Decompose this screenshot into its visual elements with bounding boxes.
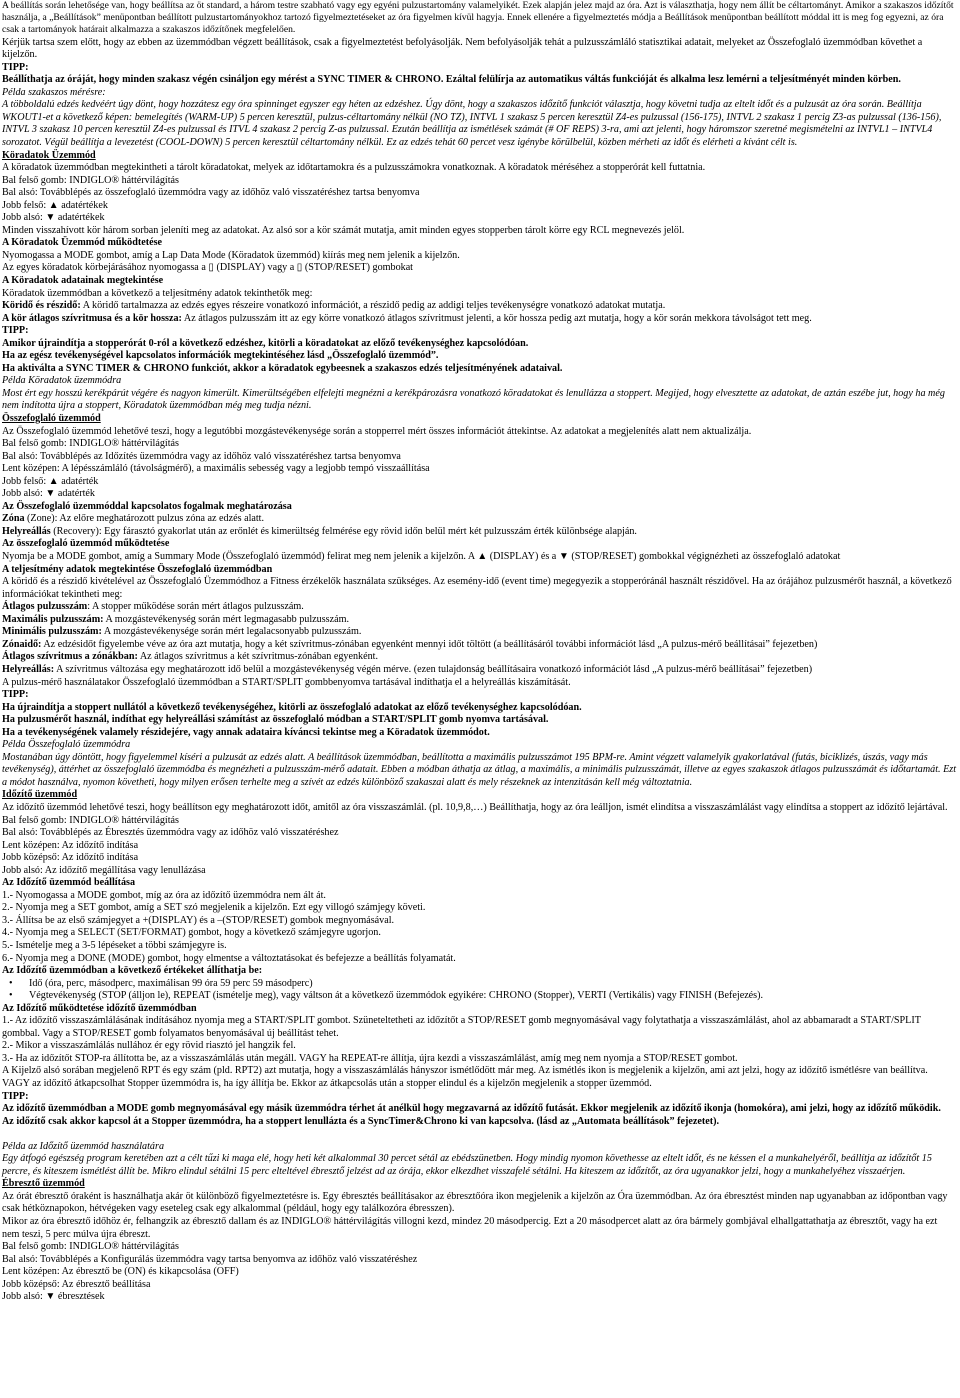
section-heading: Köradatok Üzemmód: [2, 149, 96, 161]
paragraph: A beállítás során lehetősége van, hogy beállítsa az öt standard, a három testre szabható vagy egy egyéni pulzustartomány valamelyikét. Ezek alapján jelez majd az óra. Azt is választhatja, hogy nem állít be céltartományt. Amikor a szakaszos időzítőt használja, a „Beállítások” menüpontban beállított pulzustartományokhoz tartozó figyelmeztetéseket az óra figyelmen kívül hagyja. Ennek ellenére a figyelmeztetés módja a Beállítások menüpontban beállított móddal itt is meg fog egyezni, az óra csak a tartományok határait alkalmazza a szakaszos időzítőnek megfelelően.: [2, 0, 954, 36]
paragraph: Az Összefoglaló üzemmód lehetővé teszi, hogy a legutóbbi mozgástevékenysége során a stopperrel mért összes információt áttekintse. Az adatokat a megjelenítés alatt nem aktualizálja.: [2, 425, 752, 437]
example-text: Példa az Időzítő üzemmód használatára: [2, 1140, 164, 1152]
paragraph: 3.- Ha az időzítőt STOP-ra állította be, az a visszaszámlálás után megáll. VAGY ha REPEAT-re állítja, újra kezdi a visszaszámlálást, amíg meg nem nyomja a STOP/RESET gombot.: [2, 1052, 738, 1064]
example-text: Mostanában úgy döntött, hogy figyelemmel kíséri a pulzusát az edzés alatt. A beállítások üzemmódban, beállította a maximális pulzusszámot 195 BPM-re. Amint végzett valamelyik gyakorlatával (futás, biciklizés, úszás, vagy más tevékenység), áttérhet az összefoglaló üzemmódba és megnézheti a pulzusszám-mérő adatait. Ebben a módban áthatja az átlag, a maximális, a minimális pulzusszámát, illetve az egyes szakaszok átlagos pulzusszámát és időtartamát. Ezt a módot használva, nyomon követheti, hogy milyen erősen terhelte meg a szívét az edzés különböző szakaszai alatt és mely részeknek az intenzitásán kell még változtatnia.: [2, 751, 957, 788]
paragraph: Minden visszahívott kör három sorban jeleníti meg az adatokat. Az alsó sor a kör számát mutatja, amit minden egyes stopperben tárolt körre egy RCL megnevezés jelöl.: [2, 224, 685, 236]
subheading: A Köradatok adatainak megtekintése: [2, 275, 164, 286]
paragraph: Bal felső gomb: INDIGLO® háttérvilágítás: [2, 438, 179, 450]
paragraph: Bal alsó: Továbblépés a Konfigurálás üzemmódra vagy tartsa benyomva az időhöz való visszatéréshez: [2, 1253, 418, 1265]
subheading: Az időzítő csak akkor kapcsol át a Stopper üzemmódra, ha a stoppert lenullázta és a SyncTimer&Chrono ki van kapcsolva. (lásd az „Automata beállítások” fejezetet).: [2, 1115, 719, 1127]
paragraph: Lent középen: Az ébresztő be (ON) és kikapcsolása (OFF): [2, 1266, 239, 1278]
subheading: Ha aktiválta a SYNC TIMER & CHRONO funkciót, akkor a köradatok egybeesnek a szakaszos edzés teljesítményének adataival.: [2, 362, 563, 374]
section-heading: Ébresztő üzemmód: [2, 1178, 85, 1190]
paragraph: 6.- Nyomja meg a DONE (MODE) gombot, hogy elmentse a változtatásokat és befejezze a beállítás folyamatát.: [2, 952, 456, 964]
paragraph: Nyomja be a MODE gombot, amíg a Summary Mode (Összefoglaló üzemmód) felirat meg nem jelenik a kijelzőn. A ▲ (DISPLAY) és a ▼ (STOP/RESET) gombokkal végignézheti az összefoglaló adatokat: [2, 551, 841, 563]
paragraph: Minimális pulzusszám: A mozgástevékenysége során mért legalacsonyabb pulzusszám.: [2, 626, 362, 638]
subheading: TIPP:: [2, 325, 29, 337]
subheading: Az összefoglaló üzemmód működtetése: [2, 538, 170, 550]
paragraph: A köradatok üzemmódban megtekintheti a tárolt köradatokat, melyek az időtartamokra és a pulzusszámokra vonatkoznak. A köradatok méréséhez a stopperórát kell futtatnia.: [2, 162, 706, 174]
paragraph: Köridő és részidő: A köridő tartalmazza az edzés egyes részeire vonatkozó információt, a részidő pedig az addigi teljes tevékenységre vonatkozó adatokat mutatja.: [2, 300, 666, 312]
paragraph: Lent középen: A lépésszámláló (távolságmérő), a maximális sebesség vagy a legjobb tempó visszaállítása: [2, 463, 430, 475]
paragraph: Jobb középső: Az időzítő indítása: [2, 852, 139, 864]
paragraph: A pulzus-mérő használatakor Összefoglaló üzemmódban a START/SPLIT gombbenyomva tartásával indíthatja el a helyreállás kiszámítását.: [2, 676, 571, 688]
list-item: • Idő (óra, perc, másodperc, maximálisan 99 óra 59 perc 59 másodperc): [29, 978, 957, 991]
spacer: [2, 1128, 957, 1141]
paragraph: 5.- Ismételje meg a 3-5 lépéseket a többi számjegyre is.: [2, 939, 227, 951]
paragraph: 3.- Állítsa be az első számjegyet a +(DISPLAY) és a –(STOP/RESET) gombok megnyomásával.: [2, 914, 395, 926]
paragraph: Maximális pulzusszám: A mozgástevékenység során mért legmagasabb pulzusszám.: [2, 613, 350, 625]
subheading: TIPP:: [2, 689, 29, 701]
bullet-list: [2, 978, 957, 1003]
section-heading: Összefoglaló üzemmód: [2, 413, 101, 425]
subheading: A teljesítmény adatok megtekintése Összefoglaló üzemmódban: [2, 563, 273, 575]
subheading: Az Időzítő működtetése időzítő üzemmódban: [2, 1002, 197, 1014]
paragraph: 1.- Nyomogassa a MODE gombot, míg az óra az időzítő üzemmódra nem ált át.: [2, 889, 326, 901]
paragraph: Jobb alsó: ▼ adatérték: [2, 488, 95, 500]
paragraph: Jobb felső: ▲ adatértékek: [2, 199, 108, 211]
subheading: Ha pulzusmérőt használ, indíthat egy helyreállási számítást az összefoglaló módban a START/SPLIT gomb nyomva tartásával.: [2, 714, 549, 726]
paragraph: Köradatok üzemmódban a következő a teljesítmény adatok tekinthetők meg:: [2, 287, 313, 299]
subheading: Ha az egész tevékenységével kapcsolatos információk megtekintéséhez lásd „Összefoglaló üzemmód”.: [2, 350, 439, 362]
paragraph: Zónaidő: Az edzésidőt figyelembe véve az óra azt mutatja, hogy a két szívritmus-zónában egyenként mennyi időt töltött (a beállításáról további információt lásd „A pulzus-mérő beállításai” fejezetben): [2, 638, 818, 650]
subheading: Az Időzítő üzemmód beállítása: [2, 877, 136, 889]
paragraph: Bal alsó: Továbblépés az Időzítés üzemmódra vagy az időhöz való visszatéréshez tartsa benyomva: [2, 450, 401, 462]
paragraph: Jobb felső: ▲ adatérték: [2, 475, 99, 487]
paragraph: Bal felső gomb: INDIGLO® háttérvilágítás: [2, 174, 179, 186]
example-text: A többoldalú edzés kedvéért úgy dönt, hogy hozzátesz egy óra spinninget egyszer egy héten az edzéshez. Úgy dönt, hogy a szakaszos időzítő funkciót választja, hogy követni tudja az eltelt időt és a pulzusát az óra során. Beállítja WKOUT1-et a következő képen: bemelegítés (WARM-UP) 5 percen keresztül, pulzus-céltartomány nélkül (NO TZ), INTVL 1 szakasz 5 percen keresztül Z4-es pulzussal (156-175), INTVL 2 szakasz 1 percig Z3-as pulzussal (136-156), INTVL 3 szakasz 10 percen keresztül Z4-es pulzussal és ITVL 4 szakasz 2 percig Z-as pulzussal. Ezután beállítja az ismétlések számát (# OF REPS) 3-ra, ami azt jelenti, hogy háromszor szeretné megismételni az INTVL1 – INTVL4 sorozatot. Végül beállítja a levezetést (COOL-DOWN) 5 percen keresztül céltartomány nélkül. Ez az edzés tehát 60 percet vesz igénybe körülbelül, közben mérheti az időt és elérheti a kívánt célt is.: [2, 99, 942, 148]
subheading: Ha a tevékenységének valamely részidejére, vagy annak adataira kíváncsi tekintse meg a Köradatok üzemmódot.: [2, 726, 490, 738]
example-text: Példa Köradatok üzemmódra: [2, 375, 122, 387]
paragraph: Mikor az óra ébresztő időhöz ér, felhangzik az ébresztő dallam és az INDIGLO® háttérvilágítás villogni kezd, mindez 20 másodpercig. Ezt a 20 másodpercet alatt az óra bármely gombjával elhallgattathatja az ébresztőt, vagy ha ezt nem teszi, 5 perc múlva újra ébreszt.: [2, 1215, 938, 1240]
paragraph: Lent középen: Az időzítő indítása: [2, 839, 139, 851]
example-text: Most ért egy hosszú kerékpárút végére és nagyon kimerült. Kimerültségében elfelejti megnézni a kerékpározásra vonatkozó köradatokat és lenullázza a stoppert. Megijed, hogy elvesztette az adatokat, de aztán eszébe jut, hogy ha még nem indította újra a stoppert, Köradatok üzemmódban még meg tudja nézni.: [2, 387, 945, 412]
section-heading: Időzítő üzemmód: [2, 789, 78, 801]
paragraph: Bal alsó: Továbblépés az Ébresztés üzemmódra vagy az időhöz való visszatéréshez: [2, 827, 339, 839]
paragraph: A Kijelző alsó sorában megjelenő RPT és egy szám (pld. RPT2) azt mutatja, hogy a visszaszámlálás hányszor ismétlődött már meg. Az ismétlés ikon is megjelenik a kijelzőn, ami azt jelzi, hogy az időzítő ismétlésre van beállítva. VAGY az időzítő átkapcsolhat Stopper üzemmódra is, ha így állítja be. Ekkor az átkapcsolás után a stopper elindul és a kijelzőn megjelenik a stopper üzemmód.: [2, 1065, 928, 1089]
paragraph: A kör átlagos szívritmusa és a kör hossza: Az átlagos pulzusszám itt az egy körre vonatkozó átlagos szívritmust jelenti, a kör hossza pedig azt mutatja, hogy a kör során mekkora távolságot tett meg.: [2, 312, 812, 324]
list-item: • Végtevékenység (STOP (álljon le), REPEAT (ismételje meg), vagy váltson át a következő üzemmódok egyikére: CHRONO (Stopper), VERTI (Vertikális) vagy FINISH (Befejezés).: [29, 990, 957, 1003]
paragraph: Nyomogassa a MODE gombot, amíg a Lap Data Mode (Köradatok üzemmód) kiírás meg nem jelenik a kijelzőn.: [2, 249, 460, 261]
subheading: Ha újraindítja a stoppert nullától a következő tevékenységéhez, kitörli az összefoglaló adatokat az előző tevékenységhez kapcsolódóan.: [2, 701, 582, 713]
paragraph: A köridő és a részidő kivételével az Összefoglaló Üzemmódhoz a Fitness érzékelők használata szükséges. Az esemény-idő (event time) megegyezik a stopperóránál használt részidővel. Ha az órájához pulzusmérőt használ, a következő információkat tekintheti meg:: [2, 576, 952, 600]
paragraph: Helyreállás: A szívritmus változása egy meghatározott idő belül a mozgástevékenység végén mérve. (ezen tulajdonság beállításaira vonatkozó információt lásd „A pulzus-mérő beállításai” fejezetben): [2, 663, 813, 675]
paragraph: 2.- Nyomja meg a SET gombot, amíg a SET szó megjelenik a kijelzőn. Ezt egy villogó számjegy követi.: [2, 902, 426, 914]
subheading: Beállíthatja az óráját, hogy minden szakasz végén csináljon egy mérést a SYNC TIMER & CHRONO. Ezáltal felülírja az automatikus váltás funkcióját és alkalma lesz lemérni a teljesítményét minden körben.: [2, 74, 901, 86]
paragraph: Helyreállás (Recovery): Egy fárasztó gyakorlat után az erőnlét és kimerültség felmérése egy rövid időn belül mért két pulzusszám érték különbsége alapján.: [2, 525, 637, 537]
paragraph: Jobb középső: Az ébresztő beállítása: [2, 1278, 151, 1290]
paragraph: Átlagos szívritmus a zónákban: Az átlagos szívritmus a két szívritmus-zónában egyenként.: [2, 651, 378, 663]
subheading: Amikor újraindítja a stopperórát 0-ról a következő edzéshez, kitörli a köradatokat az előző tevékenységhez kapcsolódóan.: [2, 337, 529, 349]
subheading: TIPP:: [2, 1090, 29, 1102]
subheading: Az időzítő üzemmódban a MODE gomb megnyomásával egy másik üzemmódra térhet át anélkül hogy megzavarná az időzítő futását. Ekkor megjelenik az időzítő ikonja (homokóra), ami jelzi, hogy az időzítő működik.: [2, 1103, 941, 1115]
paragraph: Jobb alsó: ▼ adatértékek: [2, 212, 105, 224]
paragraph: 4.- Nyomja meg a SELECT (SET/FORMAT) gombot, hogy a következő számjegyre ugorjon.: [2, 927, 381, 939]
subheading: Az Összefoglaló üzemmóddal kapcsolatos fogalmak meghatározása: [2, 500, 292, 512]
paragraph: Átlagos pulzusszám: A stopper működése során mért átlagos pulzusszám.: [2, 601, 304, 613]
paragraph: Bal alsó: Továbblépés az összefoglaló üzemmódra vagy az időhöz való visszatéréshez tartsa benyomva: [2, 187, 420, 199]
paragraph: Az egyes köradatok körbejárásához nyomogassa a ▯ (DISPLAY) vagy a ▯ (STOP/RESET) gombokat: [2, 262, 414, 274]
paragraph: Kérjük tartsa szem előtt, hogy az ebben az üzemmódban végzett beállítások, csak a figyelmeztetést befolyásolják. Nem befolyásolják tehát a pulzusszámláló statisztikai adatait, melyeket az Összefoglaló üzemmódban követhet a kijelzőn.: [2, 36, 923, 61]
subheading: A Köradatok Üzemmód működtetése: [2, 237, 163, 249]
paragraph: Jobb alsó: ▼ ébresztések: [2, 1291, 105, 1303]
paragraph: 1.- Az időzítő visszaszámlálásának indításához nyomja meg a START/SPLIT gombot. Szüneteltetheti az időzítőt a STOP/RESET gomb megnyomásával vagy folytathatja a visszaszámlálást, ahol az abbamaradt a START/SPLIT gombbal. Vagy a STOP/RESET gomb folyamatos benyomásával új beállítást tehet.: [2, 1015, 921, 1039]
paragraph: Az időzítő üzemmód lehetővé teszi, hogy beállítson egy meghatározott időt, amitől az óra visszaszámlál. (pl. 10,9,8,…) Beállíthatja, hogy az óra leálljon, ismét elindítsa a visszaszámlálást vagy elindítsa a stoppert az időzítő lejártával.: [2, 801, 948, 813]
paragraph: Bal felső gomb: INDIGLO® háttérvilágítás: [2, 814, 179, 826]
paragraph: Az órát ébresztő óraként is használhatja akár öt különböző figyelmeztetésre is. Egy ébresztés beállításakor az ébresztőóra ikon megjelenik a kijelzőn az Óra üzemmódban. Az óra ébresztést minden nap ugyanabban az időpontban vagy csak hétköznapokon, hétvégeken vagy eseteleg csak egy alkalommal (például, hogy egy találkozóra ébresszen).: [2, 1190, 948, 1215]
subheading: TIPP:: [2, 61, 29, 73]
paragraph: Jobb alsó: Az időzítő megállítása vagy lenullázása: [2, 864, 206, 876]
paragraph: Bal felső gomb: INDIGLO® háttérvilágítás: [2, 1241, 179, 1253]
example-text: Egy átfogó egészség program keretében azt a célt tűzi ki maga elé, hogy heti két alkalommal 30 percet sétál az ebédszünetben. Hogy mindig nyomon követhesse az eltelt időt, és ne késsen el a munkahelyéről, beállítja az időzítőt 15 percre, és kiteszem ismétlést állít be. Mikro elindul sétálni 15 perc elteltével ébresztő jelzést ad az órája, ekkor elkezdhet visszafelé sétálni. Ha kiteszem az időzítőt, az óra ugyanakkor jelzi, hogy a munkahelyéhez visszaérjen.: [2, 1153, 932, 1177]
paragraph: 2.- Mikor a visszaszámlálás nullához ér egy rövid riasztó jel hangzik fel.: [2, 1040, 296, 1052]
example-text: Példa szakaszos mérésre:: [2, 86, 106, 98]
subheading: Az Időzítő üzemmódban a következő értékeket állíthatja be:: [2, 965, 263, 977]
paragraph: Zóna (Zone): Az előre meghatározott pulzus zóna az edzés alatt.: [2, 513, 265, 525]
example-text: Példa Összefoglaló üzemmódra: [2, 739, 131, 751]
